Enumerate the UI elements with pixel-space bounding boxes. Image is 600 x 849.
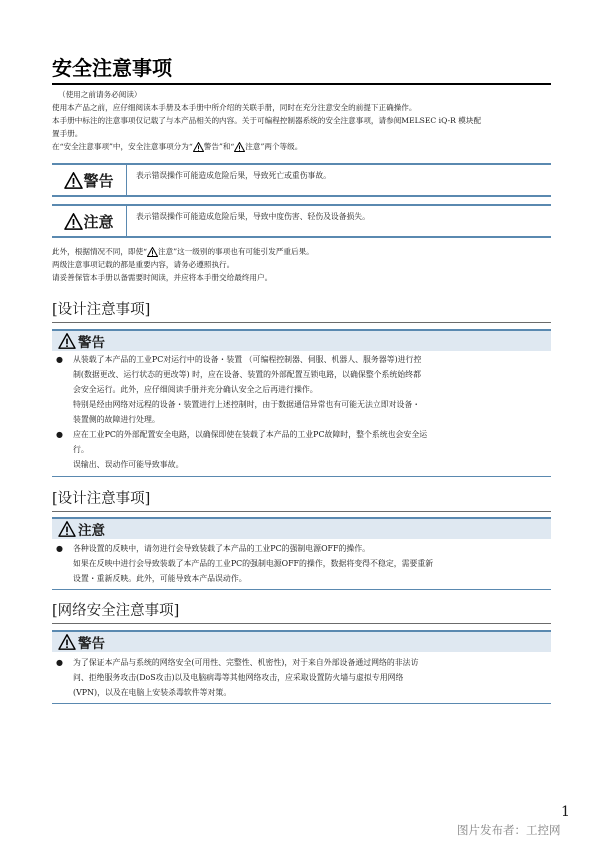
definition-label-text: 注意	[83, 212, 114, 231]
note-text-post: ”这一级别的事项也有可能引发严重后果。	[173, 247, 314, 256]
item-line: 各种设置的反映中，请勿进行会导致装载了本产品的工业PC的强制电源OFF的操作。	[73, 544, 371, 553]
definition-label	[52, 165, 127, 195]
levels-warning-word: 警告	[203, 142, 219, 151]
item-line: 行。	[73, 445, 89, 454]
section-body	[52, 655, 551, 700]
item-line: 为了保证本产品与系统的网络安全(可用性、完整性、机密性)，对于来自外部设备通过网络的非法访	[73, 658, 419, 667]
bullet: ●	[56, 430, 63, 439]
warning-triangle-icon	[193, 142, 204, 152]
section-bottom-rule	[52, 589, 551, 590]
list-item	[52, 352, 551, 427]
watermark-text: 图片发布者：工控网	[457, 823, 561, 837]
section-rule	[52, 322, 551, 323]
warning-triangle-icon	[58, 634, 76, 650]
item-line: 装置侧的故障进行处理。	[73, 415, 160, 424]
item-line: (VPN)，以及在电脑上安装杀毒软件等对策。	[73, 688, 232, 697]
note-caution-word: 注意	[158, 247, 174, 256]
page-title: 安全注意事项	[52, 56, 172, 80]
note-line: 两级注意事项记载的都是重要内容，请务必遵照执行。	[52, 260, 235, 269]
item-line: 问、拒绝服务攻击(DoS攻击)以及电脑病毒等其他网络攻击，应采取设置防火墙与虚拟专用网络	[73, 673, 404, 682]
section-rule	[52, 623, 551, 624]
section-body	[52, 352, 551, 472]
section-level-label: 注意	[78, 523, 105, 539]
section-level-header	[52, 329, 551, 351]
section-title: [网络安全注意事项]	[52, 603, 180, 619]
levels-caution-word: 注意	[245, 142, 261, 151]
intro-block	[52, 88, 551, 153]
page-number: 1	[561, 804, 570, 820]
section-level-header	[52, 517, 551, 539]
definition-text: 表示错误操作可能造成危险后果，导致死亡或重伤事故。	[136, 171, 331, 180]
item-line: 从装载了本产品的工业PC对运行中的设备・装置 （可编程控制器、伺服、机器人、服务器等)进行控	[73, 355, 422, 364]
section-level-header	[52, 630, 551, 652]
note-line	[52, 245, 551, 258]
section-bottom-rule	[52, 703, 551, 704]
section-body	[52, 541, 551, 586]
intro-line: 本手册中标注的注意事项仅记载了与本产品相关的内容。关于可编程控制器系统的安全注意事项，请参阅MELSEC iQ-R 模块配	[52, 116, 482, 125]
section-title: [设计注意事项]	[52, 491, 151, 507]
item-line: 制(数据更改、运行状态的更改等) 时，应在设备、装置的外部配置互锁电路，以确保整个系统始终都	[73, 370, 421, 379]
bullet: ●	[56, 355, 63, 364]
definition-label	[52, 206, 127, 236]
list-item	[52, 541, 551, 586]
intro-line: 使用本产品之前，应仔细阅读本手册及本手册中所介绍的关联手册，同时在充分注意安全的前提下正确操作。	[52, 103, 417, 112]
definition-row-caution	[52, 204, 551, 238]
definition-row-warning	[52, 163, 551, 197]
item-line: 误输出、误动作可能导致事故。	[73, 460, 184, 469]
intro-subtitle: （使用之前请务必阅读）	[58, 90, 142, 99]
notes-block	[52, 245, 551, 284]
section-title: [设计注意事项]	[52, 302, 151, 318]
bullet: ●	[56, 544, 63, 553]
list-item	[52, 427, 551, 472]
levels-text-pre: 在“安全注意事项”中，安全注意事项分为“	[52, 142, 193, 151]
section-level-label: 警告	[78, 636, 105, 652]
warning-triangle-icon	[64, 172, 83, 189]
list-item	[52, 655, 551, 700]
note-text-pre: 此外，根据情况不同，即使“	[52, 247, 148, 256]
warning-triangle-icon	[147, 247, 158, 257]
warning-triangle-icon	[64, 213, 83, 230]
item-line: 特别是经由网络对远程的设备・装置进行上述控制时，由于数据通信异常也有可能无法立即对设备・	[73, 400, 421, 409]
definition-text: 表示错误操作可能造成危险后果，导致中度伤害、轻伤及设备损失。	[136, 212, 370, 221]
item-line: 设置・重新反映。此外，可能导致本产品误动作。	[73, 574, 247, 583]
section-level-label: 警告	[78, 335, 105, 351]
definition-label-text: 警告	[83, 171, 114, 190]
warning-triangle-icon	[234, 142, 245, 152]
intro-levels-line	[52, 140, 551, 153]
section-bottom-rule	[52, 476, 551, 477]
levels-text-post: ”两个等级。	[260, 142, 303, 151]
title-underline	[52, 83, 551, 85]
levels-text-mid: ”和“	[218, 142, 235, 151]
warning-triangle-icon	[58, 521, 76, 537]
bullet: ●	[56, 658, 63, 667]
intro-line: 置手册。	[52, 129, 83, 138]
item-line: 会安全运行。此外，应仔细阅读手册并充分确认安全之后再进行操作。	[73, 385, 318, 394]
note-line: 请妥善保管本手册以备需要时阅读，并应将本手册交给最终用户。	[52, 273, 273, 282]
warning-triangle-icon	[58, 333, 76, 349]
item-line: 如果在反映中进行会导致装载了本产品的工业PC的强制电源OFF的操作，数据将变得不稳定，需要重新	[73, 559, 434, 568]
section-rule	[52, 511, 551, 512]
item-line: 应在工业PC的外部配置安全电路，以确保即使在装载了本产品的工业PC故障时，整个系统也会安全运	[73, 430, 428, 439]
